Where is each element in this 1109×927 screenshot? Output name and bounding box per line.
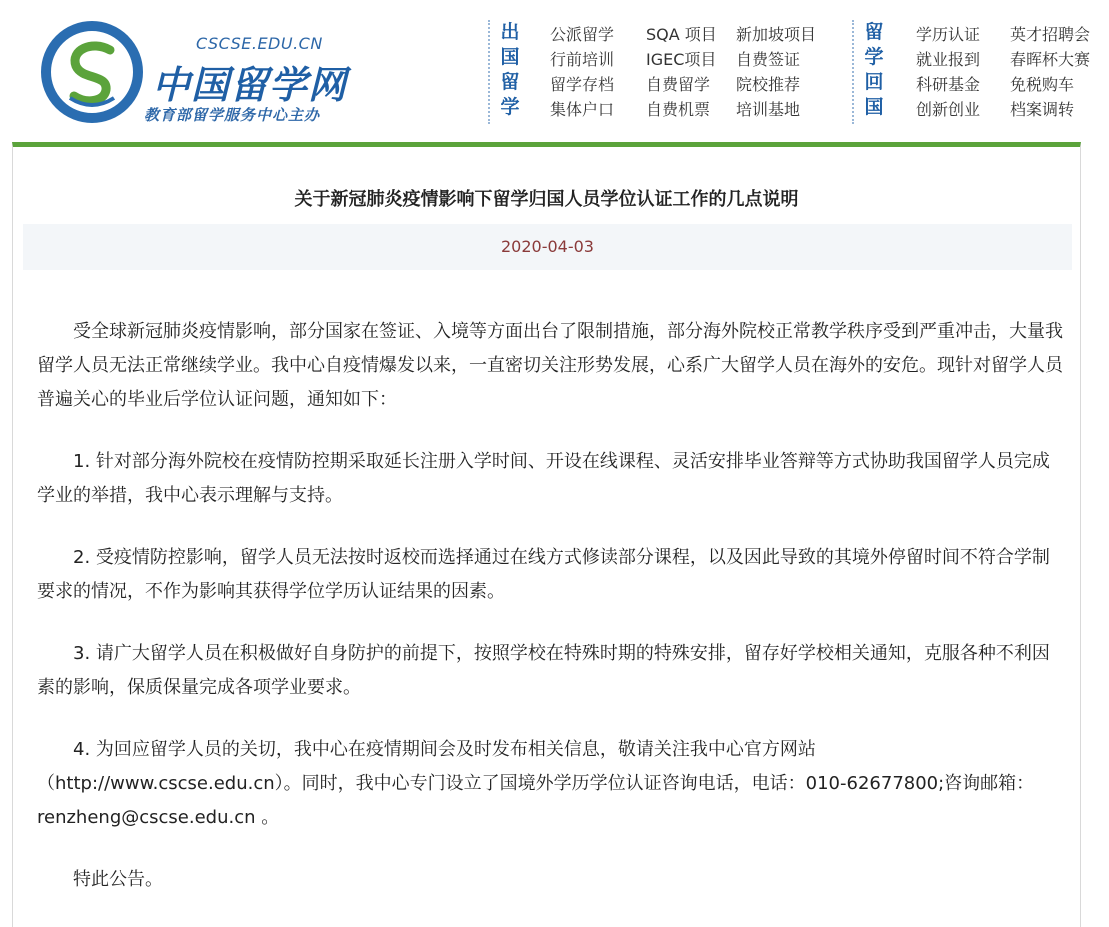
nav-group-title: 留 学 回 国	[864, 21, 884, 118]
nav-link[interactable]: 集体户口	[550, 100, 615, 119]
date-bar	[23, 224, 1072, 270]
nav-link[interactable]: 创新创业	[916, 100, 981, 119]
nav-link[interactable]: 新加坡项目	[736, 25, 817, 44]
article-paragraph: 2. 受疫情防控影响，留学人员无法按时返校而选择通过在线方式修读部分课程，以及因此导致的其境外停留时间不符合学制要求的情况，不作为影响其获得学位学历认证结果的因素。	[37, 547, 1050, 602]
nav-link[interactable]: 自费签证	[736, 50, 801, 69]
article-paragraph: 受全球新冠肺炎疫情影响，部分国家在签证、入境等方面出台了限制措施，部分海外院校正常教学秩序受到严重冲击，大量我留学人员无法正常继续学业。我中心自疫情爆发以来，一直密切关注形势发展，心系广大留学人员在海外的安危。现针对留学人员普遍关心的毕业后学位认证问题，通知如下：	[37, 321, 1063, 410]
site-header	[0, 0, 1109, 142]
nav-link[interactable]: 培训基地	[736, 100, 801, 119]
logo-domain-text: CSCSE.EDU.CN	[196, 34, 323, 53]
nav-link[interactable]: 公派留学	[550, 25, 615, 44]
nav-link[interactable]: 档案调转	[1010, 100, 1075, 119]
nav-link[interactable]: 英才招聘会	[1010, 25, 1091, 44]
logo-emblem-icon	[40, 20, 144, 124]
article-paragraph: 4. 为回应留学人员的关切，我中心在疫情期间会及时发布相关信息，敬请关注我中心官方网站（http://www.cscse.edu.cn）。同时，我中心专门设立了国境外学历学位认证咨询电话，电话：010-62677800;咨询邮箱：renzheng@cscse.edu.cn 。	[37, 739, 1035, 828]
nav-link[interactable]: 科研基金	[916, 75, 981, 94]
site-logo[interactable]	[40, 14, 380, 130]
article-body	[37, 315, 1067, 925]
article-date: 2020-04-03	[501, 237, 594, 256]
nav-group-title: 出 国 留 学	[500, 21, 520, 118]
nav-link[interactable]: 春晖杯大赛	[1010, 50, 1091, 69]
article-title: 关于新冠肺炎疫情影响下留学归国人员学位认证工作的几点说明	[294, 189, 799, 210]
logo-title-text: 中国留学网	[152, 63, 348, 107]
article-paragraph: 特此公告。	[73, 869, 163, 890]
nav-link[interactable]: 学历认证	[916, 25, 981, 44]
nav-divider	[488, 20, 490, 124]
nav-link[interactable]: IGEC项目	[646, 50, 717, 69]
nav-link[interactable]: SQA 项目	[646, 25, 717, 44]
nav-link[interactable]: 院校推荐	[736, 75, 801, 94]
nav-link[interactable]: 自费留学	[646, 75, 711, 94]
nav-link[interactable]: 行前培训	[550, 50, 615, 69]
nav-link[interactable]: 自费机票	[646, 100, 711, 119]
article-paragraph: 3. 请广大留学人员在积极做好自身防护的前提下，按照学校在特殊时期的特殊安排，留存好学校相关通知，克服各种不利因素的影响，保质保量完成各项学业要求。	[37, 643, 1050, 698]
article-paragraph: 1. 针对部分海外院校在疫情防控期采取延长注册入学时间、开设在线课程、灵活安排毕业答辩等方式协助我国留学人员完成学业的举措，我中心表示理解与支持。	[37, 451, 1050, 506]
article-container	[12, 142, 1081, 927]
nav-links	[550, 22, 832, 122]
logo-tagline-text: 教育部留学服务中心主办	[144, 106, 321, 124]
nav-divider	[852, 20, 854, 124]
nav-link[interactable]: 留学存档	[550, 75, 615, 94]
nav-link[interactable]: 就业报到	[916, 50, 981, 69]
nav-links	[916, 22, 1109, 122]
nav-link[interactable]: 免税购车	[1010, 75, 1075, 94]
